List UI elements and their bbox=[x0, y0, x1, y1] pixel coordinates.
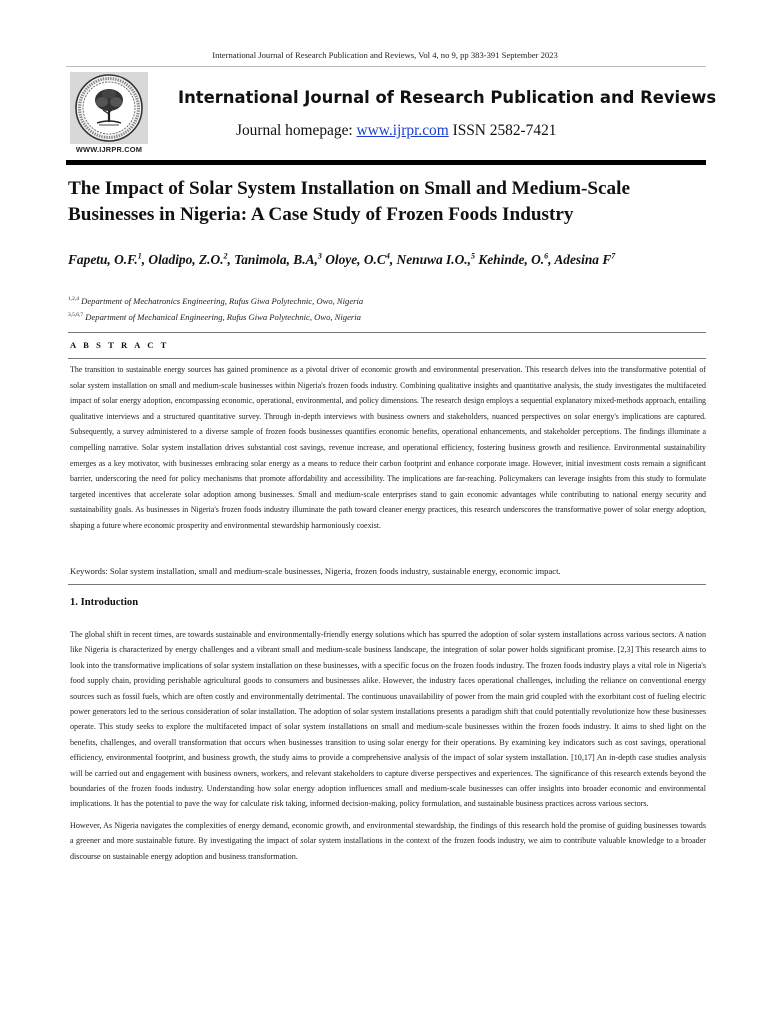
issn-text: ISSN 2582-7421 bbox=[448, 122, 557, 139]
author: Tanimola, B.A,$^3$ bbox=[234, 252, 322, 268]
author: Oladipo, Z.O.$^2$, bbox=[148, 252, 235, 268]
journal-name: International Journal of Research Publication and Reviews bbox=[178, 88, 717, 107]
affiliation-mechanical: $^{3,5,6,7}$ Department of Mechanical Engineering, Rufus Giwa Polytechnic, Owo, Nigeria bbox=[68, 312, 361, 322]
author-list bbox=[68, 247, 708, 270]
author: Oloye, $O.C^4$, bbox=[325, 252, 397, 268]
logo-url-text: WWW.IJRPR.COM bbox=[75, 145, 143, 154]
header-divider bbox=[66, 66, 706, 67]
keywords: Keywords: Solar system installation, small and medium-scale businesses, Nigeria, frozen foods industry, sustainable energy, economic impact. bbox=[70, 566, 561, 576]
section-heading-introduction: 1. Introduction bbox=[70, 597, 139, 608]
article-title: The Impact of Solar System Installation on Small and Medium-Scale Businesses in Nigeria: A Case Study of Frozen Foods Industry bbox=[68, 178, 630, 225]
header-thick-divider bbox=[66, 160, 706, 165]
homepage-label: Journal homepage: bbox=[236, 122, 357, 139]
paragraph: However, As Nigeria navigates the complexities of energy demand, economic growth, and environmental stewardship, the findings of this research hold the promise of guiding businesses towards a greener and more sustainable future. By investigating the impact of solar system installations in the context of the frozen foods industry, we aim to contribute valuable knowledge to a broader discourse on sustainable energy adoption and business transformation. bbox=[70, 820, 706, 861]
journal-logo bbox=[66, 70, 152, 158]
author: Adesina $F^7$ bbox=[554, 252, 616, 268]
author: Kehinde, O.$^6$, bbox=[478, 252, 555, 268]
journal-seal-icon bbox=[70, 72, 148, 144]
abstract-heading-divider bbox=[68, 358, 706, 359]
running-head: International Journal of Research Publication and Reviews, Vol 4, no 9, pp 383-391 September 2023 bbox=[212, 50, 558, 60]
author: Fapetu, O.F.$^1$, bbox=[68, 252, 149, 268]
author: Nenuwa I.O.,$^5$ bbox=[396, 252, 475, 268]
affiliation-mechatronics: $^{1,2,4}$ Department of Mechatronics Engineering, Rufus Giwa Polytechnic, Owo, Nigeria bbox=[68, 296, 364, 306]
abstract-top-divider bbox=[68, 332, 706, 333]
abstract-heading: A B S T R A C T bbox=[70, 340, 169, 350]
paragraph: The global shift in recent times, are towards sustainable and environmentally-friendly energy solutions which has spurred the adoption of solar system installations across various sectors. A nation like Nigeria is characterized by energy challenges and a vibrant small and medium-scale business landscape, the integration of solar power holds significant promise. [2,3] This research aims to look into the transformative implications of solar system installation on these businesses, with a specific focus on the frozen foods industry. The frozen foods industry plays a vital role in Nigeria's food supply chain, providing perishable agricultural goods to consumers and businesses alike. However, the industry faces operational challenges, including the reliance on conventional energy sources such as fossil fuels, which are often costly and environmentally detrimental. The continuous unavailability of power from the main grid coupled with the exorbitant cost of fueling electric power generators led to the serious consideration of solar installation. The adoption of solar system installations presents a paradigm shift that could potentially revolutionize how these businesses operate. This study seeks to explore the multifaceted impact of solar system installations on small and medium-scale businesses within the frozen foods industry. It aims to shed light on the benefits, challenges, and overall transformation that occurs when businesses transition to using solar energy for their operations. By examining key indicators such as cost savings, operational efficiency, environmental footprint, and business growth, the study aims to provide a comprehensive analysis of the impact of solar system installation. [10,17] An in-depth case studies analysis will be carried out and engagement with business owners, workers, and relevant stakeholders to capture diverse perspectives and experiences. The significance of this research extends beyond the boundaries of the frozen foods industry. Understanding how solar energy adoption influences small and medium-scale businesses can offer insights into broader economic and environmental implications. It has the potential to pave the way for calculate risk taking, informed decision-making, policy formulation, and sustainable business practices across various sectors. bbox=[70, 630, 706, 809]
abstract-text: The transition to sustainable energy sources has gained prominence as a pivotal driver of economic growth and environmental preservation. This research delves into the transformative potential of solar system installation on small and medium-scale businesses within Nigeria's frozen foods industry. Combining qualitative insights and quantitative analysis, the study investigates the multifaceted impact of solar energy adoption, encompassing economic, operational, environmental, and policy dimensions. The research design employs a sequential explanatory mixed-methods approach, entailing qualitative interviews and a structured quantitative survey. Through in-depth interviews with business owners and stakeholders, nuanced perspectives on solar energy's implications are captured. Subsequently, a survey administered to a diverse sample of frozen foods businesses quantifies economic benefits, operational enhancements, and stakeholder perceptions. The findings illuminate a compelling narrative. Solar system installation drives substantial cost savings, revenue increase, and operational efficiency, fostering business growth and resilience. Environmental sustainability emerges as a key motivator, with businesses embracing solar energy as a means to reduce their carbon footprint and enhance corporate image. However, initial investment costs remain a significant barrier, underscoring the need for policy mechanisms that promote affordability and accessibility. The implications are far-reaching. Policymakers can leverage insights from this study to formulate targeted incentives that accelerate solar adoption among businesses. Small and medium-scale enterprises stand to gain economic advantages while contributing to national energy security and sustainability goals. As businesses in Nigeria's frozen foods industry illuminate the path toward cleaner energy practices, this research underscores the transformative power of solar energy adoption, shaping a future where economic prosperity and environmental stewardship harmoniously coexist. bbox=[70, 365, 706, 530]
journal-homepage-line bbox=[236, 122, 556, 140]
journal-homepage-link[interactable]: www.ijrpr.com bbox=[356, 122, 449, 139]
keywords-divider bbox=[68, 584, 706, 585]
introduction-body bbox=[70, 627, 706, 864]
